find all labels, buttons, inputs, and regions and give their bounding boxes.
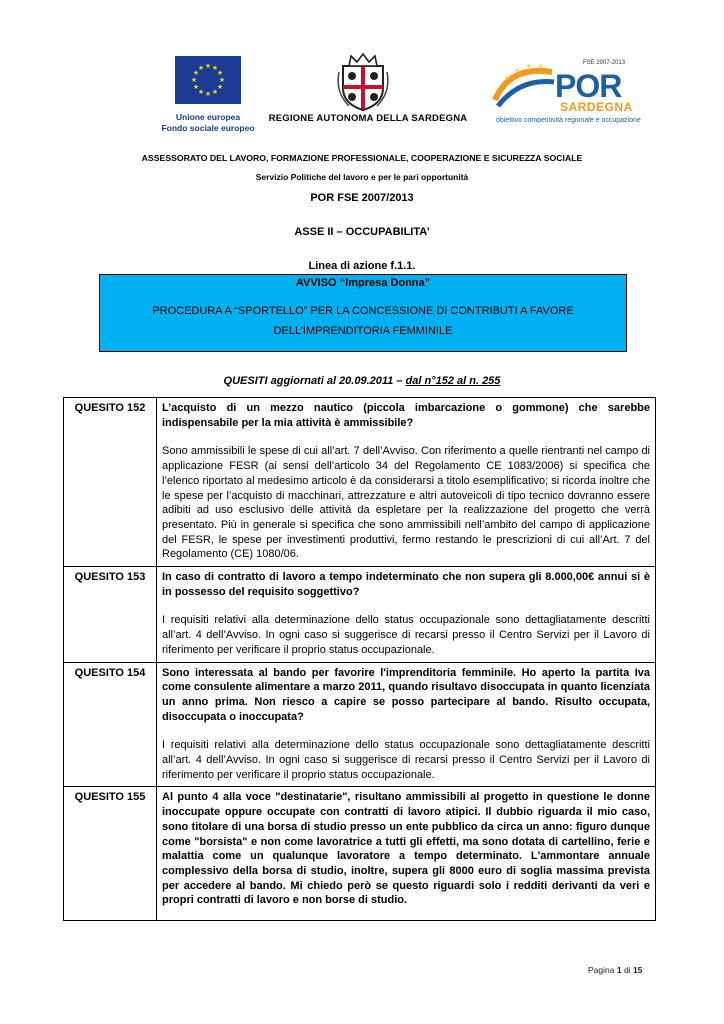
footer-pagina: Pagina	[588, 965, 615, 975]
table-row	[64, 567, 656, 663]
linea-heading: Linea di azione f.1.1.	[308, 260, 416, 272]
por-subtitle: obiettivo competitività regionale e occupazione	[496, 117, 641, 124]
por-heading: POR FSE 2007/2013	[310, 192, 414, 204]
svg-text:★: ★	[211, 88, 219, 96]
footer-page-total: 15	[632, 965, 643, 975]
quesiti-heading-range: dal n°152 al n. 255	[405, 375, 501, 387]
svg-text:★: ★	[197, 88, 205, 96]
quesito-answer: I requisiti relativi alla determinazione dello status occupazionale sono dettagliatamente descritti all’art. 4 dell’Avviso. In ogni caso si suggerisce di recarsi presso il Centro Servizi per il Lavoro di riferimento per verificare il proprio status occupazionale.	[162, 739, 650, 781]
avviso-box	[99, 274, 627, 352]
svg-text:★: ★	[192, 69, 200, 77]
eu-flag-icon	[175, 56, 241, 104]
svg-text:★: ★	[218, 76, 226, 84]
quesito-question: In caso di contratto di lavoro a tempo indeterminato che non supera gli 8.000,00€ annui si è in possesso del requisito soggettivo?	[162, 571, 650, 598]
quesito-question: L’acquisto di un mezzo nautico (piccola imbarcazione o gommone) che sarebbe indispensabile per la mia attività è ammissibile?	[162, 402, 650, 429]
por-period: FSE 2007-2013	[583, 60, 626, 66]
assessorato-heading: ASSESSORATO DEL LAVORO, FORMAZIONE PROFESSIONALE, COOPERAZIONE E SICUREZZA SOCIALE	[141, 153, 583, 163]
table-row	[64, 787, 656, 921]
quesito-number: QUESITO 152	[64, 398, 157, 567]
logo-bar	[0, 50, 724, 140]
svg-text:★: ★	[192, 83, 200, 91]
quesito-answer: I requisiti relativi alla determinazione dello status occupazionale sono dettagliatamente descritti all’art. 4 dell’Avviso. In ogni caso si suggerisce di recarsi presso il Centro Servizi per il Lavoro di riferimento per verificare il proprio status occupazionale.	[162, 614, 650, 656]
quesito-body	[157, 567, 656, 663]
quesito-answer: Sono ammissibili le spese di cui all’art. 7 dell’Avviso. Con riferimento a quelle rientranti nel campo di applicazione FESR (ai sensi dell’articolo 34 del Regolamento CE 1083/2006) si specifica che l’elenco riportato al medesimo articolo è da considerarsi a titolo esemplificativo; si ricorda inoltre che le spese per l’acquisto di macchinari, attrezzature e altri autoveicoli di tipo tecnico dovranno essere adibiti ad uso esclusivo delle attività da espletare per la realizzazione del progetto che verrà presentato. Più in generale si specifica che sono ammissibili nell’ambito del campo di applicazione del FESR, le spese per investimenti produttivi, fermo restando le prescrizioni di cui all’Art. 7 del Regolamento (CE) 1080/06.	[162, 445, 650, 561]
servizio-heading: Servizio Politiche del lavoro e per le pari opportunità	[255, 172, 469, 182]
svg-text:★: ★	[204, 62, 212, 70]
svg-text:★: ★	[216, 69, 224, 77]
por-wordmark: POR	[555, 68, 622, 104]
avviso-line1: PROCEDURA A “SPORTELLO” PER LA CONCESSIONE DI CONTRIBUTI A FAVORE	[152, 305, 574, 317]
svg-text:★: ★	[504, 75, 510, 82]
quesiti-table	[63, 397, 656, 921]
asse-heading: ASSE II – OCCUPABILITA’	[294, 226, 430, 238]
table-row	[64, 398, 656, 567]
quesito-body	[157, 398, 656, 567]
regione-title: REGIONE AUTONOMA DELLA SARDEGNA	[268, 113, 468, 124]
svg-text:★: ★	[190, 76, 198, 84]
footer-page-number: 1	[616, 965, 622, 975]
sardinia-crest-icon	[335, 52, 391, 112]
quesito-body	[157, 662, 656, 787]
avviso-line2: DELL’IMPRENDITORIA FEMMINILE	[273, 325, 453, 337]
table-row	[64, 662, 656, 787]
avviso-title: AVVISO “Impresa Donna”	[295, 277, 431, 289]
eu-caption-line1: Unione europea	[175, 112, 241, 122]
svg-text:★: ★	[514, 67, 520, 74]
quesito-number: QUESITO 153	[64, 567, 157, 663]
por-region: SARDEGNA	[560, 100, 633, 114]
svg-text:★: ★	[211, 64, 219, 72]
quesito-question: Sono interessata al bando per favorire l'imprenditoria femminile. Ho aperto la partita Iva come consulente alimentare a marzo 2011, quando risultavo disoccupata in quanto licenziata un anno prima. Non riesco a capire se posso partecipare al bando. Risulto occupata, disoccupata o inoccupata?	[162, 666, 650, 723]
svg-text:★: ★	[216, 83, 224, 91]
page-footer	[588, 965, 642, 975]
svg-text:★: ★	[204, 90, 212, 98]
svg-text:★: ★	[526, 63, 532, 70]
eu-caption-line2: Fondo sociale europeo	[161, 123, 255, 133]
svg-text:★: ★	[538, 63, 544, 70]
footer-di: di	[623, 965, 631, 975]
svg-text:★: ★	[197, 64, 205, 72]
quesito-question: Al punto 4 alla voce "destinatarie", risultano ammissibili al progetto in questione le donne inoccupate oppure occupate con contratti di lavoro atipici. Il dubbio riguarda il mio caso, sono titolare di una borsa di studio presso un ente pubblico da circa un anno: figuro dunque come "borsista" e non come lavoratrice a tutti gli effetti, ma sono dotata di cartellino, ferie e malattia come un qualunque lavoratore a tempo determinato. L'ammontare annuale complessivo della borsa di studio, inoltre, supera gli 8000 euro di soglia massima prevista per accedere al bando. Mi chiedo però se questo riguardi solo i redditi derivanti da veri e propri contratti di lavoro e non borse di studio.	[162, 791, 650, 907]
quesiti-heading-prefix: QUESITI aggiornati al 20.09.2011 –	[223, 375, 406, 387]
quesiti-heading	[0, 375, 724, 387]
quesito-body	[157, 787, 656, 921]
eu-caption	[158, 112, 258, 134]
quesito-number: QUESITO 155	[64, 787, 157, 921]
quesito-number: QUESITO 154	[64, 662, 157, 787]
